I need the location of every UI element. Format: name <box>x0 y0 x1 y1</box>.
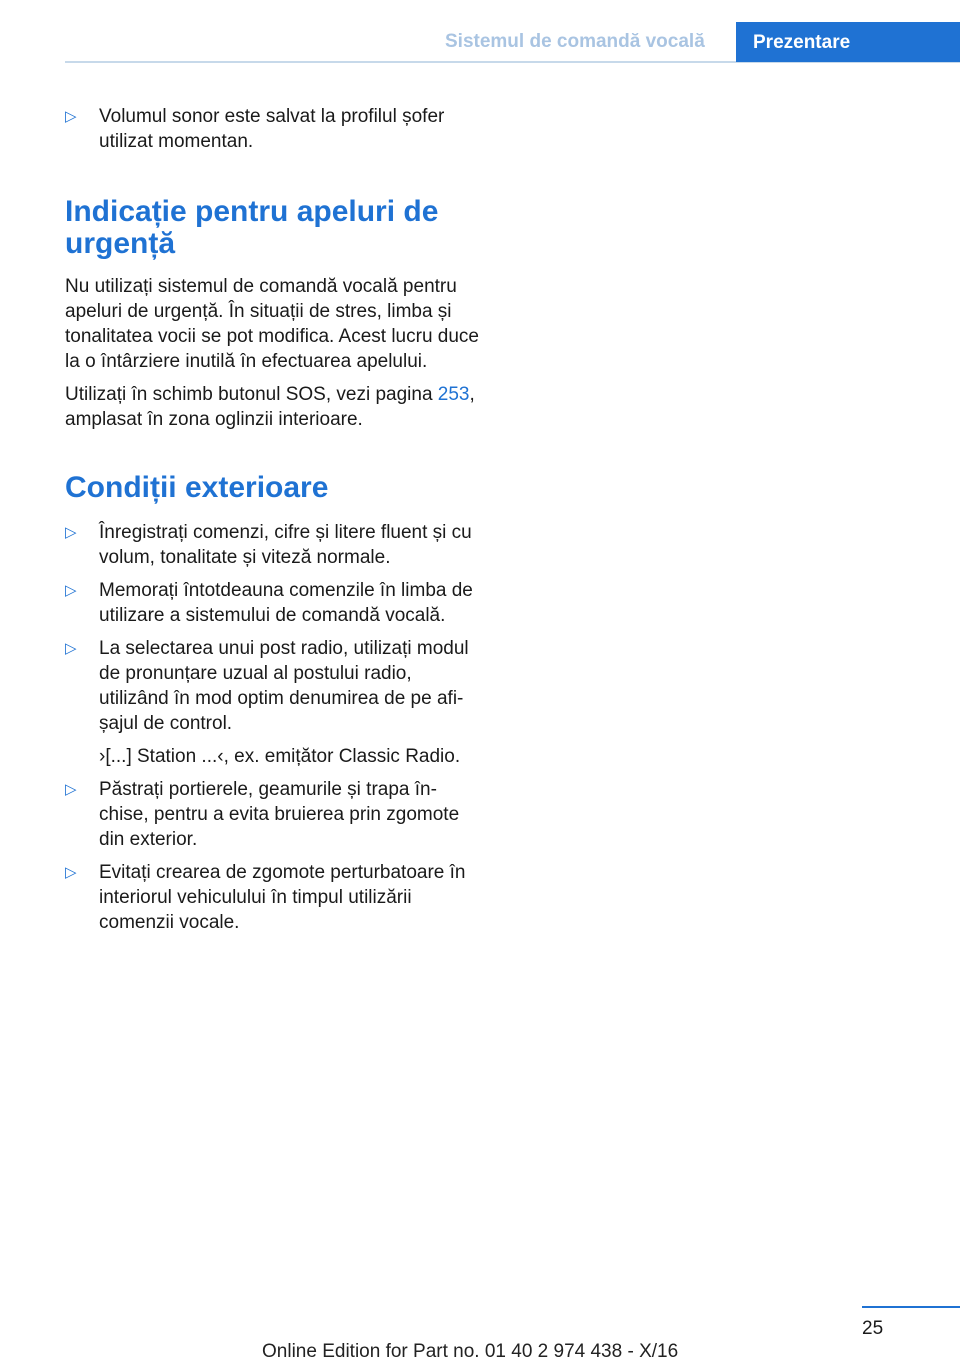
list-item <box>65 520 480 570</box>
page-content <box>65 104 480 935</box>
header-tab-prezentare: Prezentare <box>736 22 960 62</box>
list-item <box>65 578 480 628</box>
list-item <box>65 636 480 736</box>
triangle-right-icon: ▷ <box>65 864 77 881</box>
section-heading-emergency: Indicație pentru apeluri de urgență <box>65 195 439 260</box>
list-item <box>65 860 480 935</box>
list-item-text: Evitați crearea de zgomote perturbatoare în interiorul vehiculului în timpul utilizării comenzii vocale. <box>99 862 466 933</box>
page-link-253[interactable]: 253 <box>437 384 470 405</box>
triangle-right-icon: ▷ <box>65 524 77 541</box>
section-heading-conditions: Condiții exterioare <box>65 471 329 504</box>
list-item-text: Memorați întotdeauna comenzile în limba de utilizare a sistemului de comandă vocală. <box>99 580 473 626</box>
triangle-right-icon: ▷ <box>65 640 77 657</box>
footer-rule <box>862 1306 960 1308</box>
list-item-text: Înregistrați comenzi, cifre și litere fluent și cu volum, tonalitate și viteză normale. <box>99 522 472 568</box>
paragraph-emergency: Nu utilizați sistemul de comandă vocală pentru apeluri de urgență. În situații de stres, limba și tonalitatea vocii se pot modifica. Acest lucru duce la o întârziere inutilă în efectuarea apelului. <box>65 276 480 372</box>
paragraph-sos-text: Utilizați în schimb butonul SOS, vezi pagina <box>65 384 438 405</box>
list-item <box>65 104 480 154</box>
paragraph-sos-text-end: , amplasat în zona oglinzii interioare. <box>65 384 475 430</box>
page-number: 25 <box>862 1318 884 1339</box>
list-item <box>65 777 480 852</box>
paragraph-sos <box>65 382 480 432</box>
triangle-right-icon: ▷ <box>65 582 77 599</box>
triangle-right-icon: ▷ <box>65 108 77 125</box>
header-section-title: Sistemul de comandă vocală <box>445 31 705 52</box>
footer-edition: Online Edition for Part no. 01 40 2 974 438 - X/16 <box>262 1341 679 1362</box>
radio-example: ›[...] Station ...‹, ex. emițător Classic Radio. <box>99 746 461 767</box>
triangle-right-icon: ▷ <box>65 781 77 798</box>
list-item-text: Volumul sonor este salvat la profilul șofer utilizat momentan. <box>99 106 445 152</box>
list-item-text: La selectarea unui post radio, utilizați modul de pronunțare uzual al postului radio, utilizând în mod optim denumirea de pe afișajul de control. <box>99 638 469 734</box>
list-item-text: Păstrați portierele, geamurile și trapa închise, pentru a evita bruierea prin zgomote din exterior. <box>99 779 460 850</box>
